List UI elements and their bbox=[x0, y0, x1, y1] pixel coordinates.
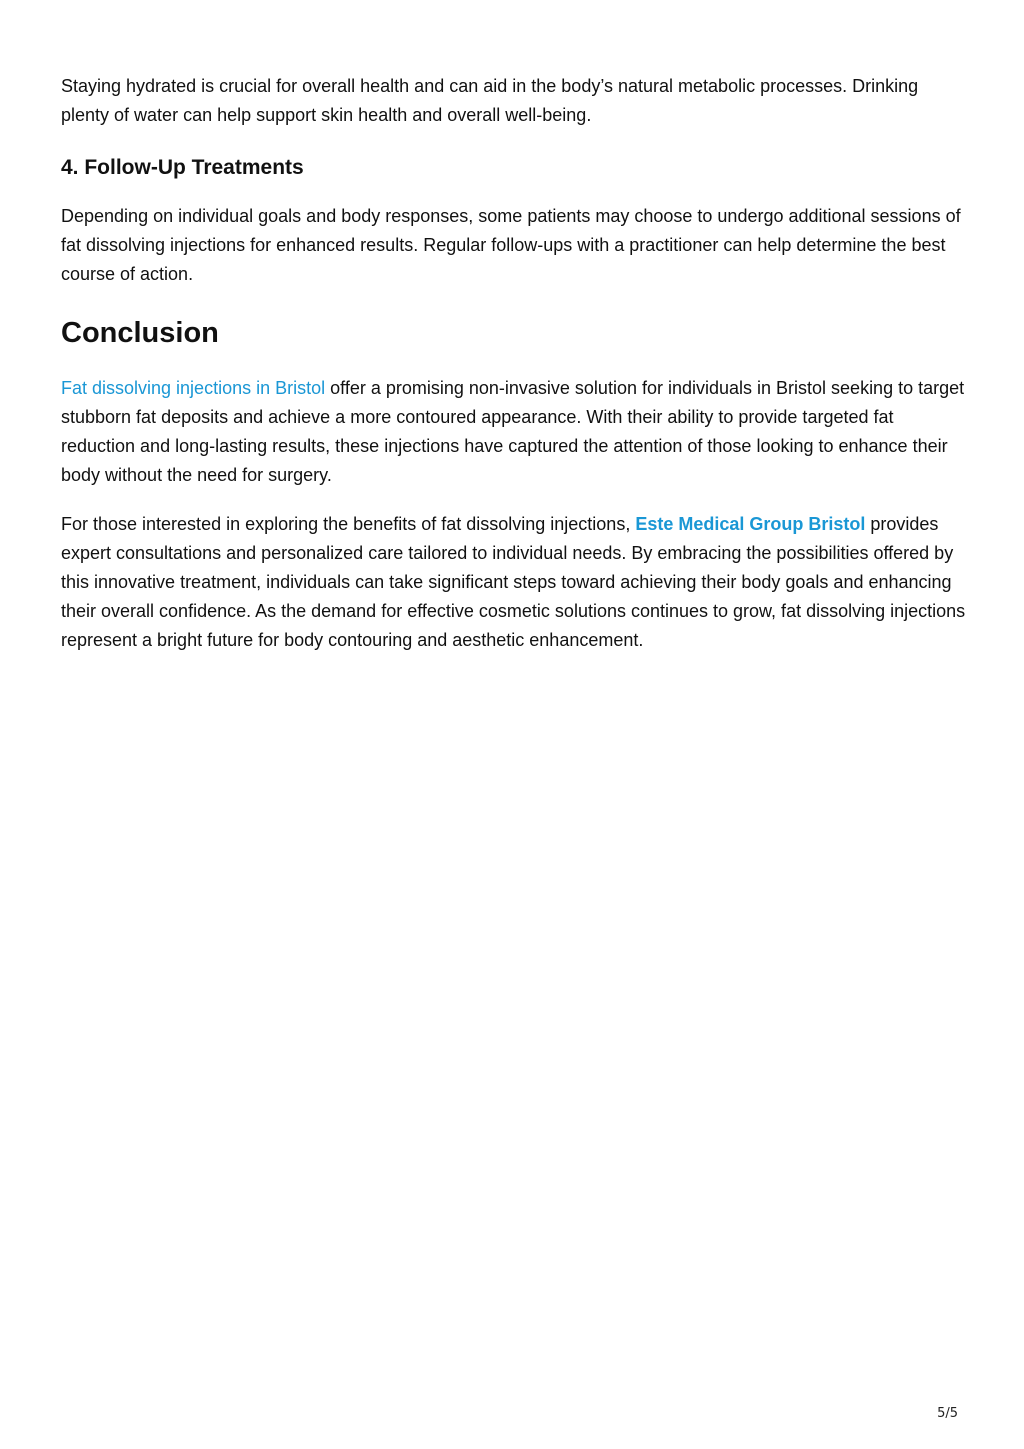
este-medical-group-link[interactable]: Este Medical Group Bristol bbox=[635, 514, 866, 534]
conclusion-paragraph-2 bbox=[61, 510, 966, 655]
page-number: 5/5 bbox=[937, 1406, 958, 1421]
follow-up-heading: 4. Follow-Up Treatments bbox=[61, 156, 304, 179]
conclusion-paragraph-2-intro: For those interested in exploring the benefits of fat dissolving injections, bbox=[61, 514, 636, 534]
follow-up-paragraph: Depending on individual goals and body responses, some patients may choose to undergo additional sessions of fat dissolving injections for enhanced results. Regular follow-ups with a practitioner can help determine the best course of action. bbox=[61, 206, 961, 284]
conclusion-paragraph-1-text: offer a promising non-invasive solution for individuals in Bristol seeking to target stubborn fat deposits and achieve a more contoured appearance. With their ability to provide targeted fat reduction and long-lasting results, these injections have captured the attention of those looking to enhance their body without the need for surgery. bbox=[61, 378, 965, 485]
document-page bbox=[61, 72, 966, 655]
conclusion-paragraph-2-text: provides expert consultations and personalized care tailored to individual needs. By embracing the possibilities offered by this innovative treatment, individuals can take significant steps toward achieving their body goals and enhancing their overall confidence. As the demand for effective cosmetic solutions continues to grow, fat dissolving injections represent a bright future for body contouring and aesthetic enhancement. bbox=[61, 514, 966, 650]
conclusion-heading: Conclusion bbox=[61, 317, 219, 349]
fat-dissolving-injections-link[interactable]: Fat dissolving injections in Bristol bbox=[61, 378, 326, 398]
conclusion-paragraph-1 bbox=[61, 374, 966, 490]
hydration-paragraph: Staying hydrated is crucial for overall health and can aid in the body’s natural metabolic processes. Drinking plenty of water can help support skin health and overall well-being. bbox=[61, 76, 919, 125]
